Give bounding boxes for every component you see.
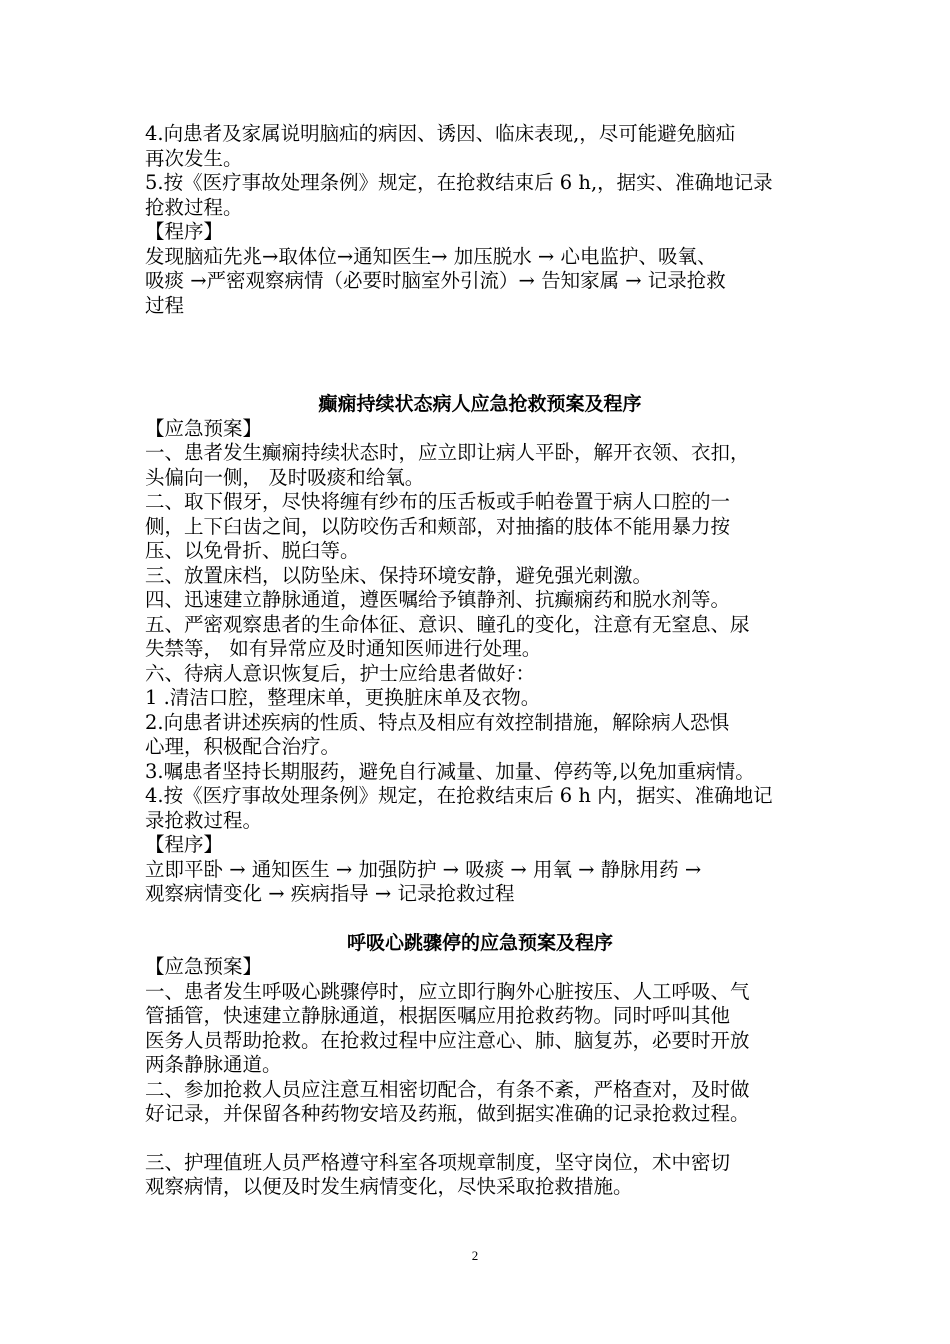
section-title: 呼吸心跳骤停的应急预案及程序 (346, 931, 613, 954)
text-line: 六、待病人意识恢复后，护士应给患者做好： (145, 661, 536, 685)
text-line: 录抢救过程。 (145, 808, 263, 832)
text-line: 二、参加抢救人员应注意互相密切配合，有条不紊，严格查对，及时做 (145, 1077, 750, 1101)
plan-heading: 【应急预案】 (145, 955, 263, 978)
text-line: 好记录，并保留各种药物安培及药瓶，做到据实准确的记录抢救过程。 (145, 1102, 750, 1125)
spacer (145, 318, 815, 392)
text-line: 发现脑疝先兆→取体位→通知医生→ 加压脱水 → 心电监护、吸氧、 (145, 244, 717, 268)
text-line: 观察病情变化 → 疾病指导 → 记录抢救过程 (145, 882, 515, 905)
text-line: 侧，上下臼齿之间，以防咬伤舌和颊部，对抽搐的肢体不能用暴力按 (145, 514, 731, 538)
procedure-heading: 【程序】 (145, 833, 224, 856)
spacer (145, 907, 815, 931)
text-line: 失禁等， 如有异常应及时通知医师进行处理。 (145, 637, 542, 660)
text-line: 心理，积极配合治疗。 (145, 735, 341, 758)
plan-heading: 【应急预案】 (145, 416, 263, 440)
spacer (145, 1127, 815, 1151)
text-line: 压、以免骨折、脱臼等。 (145, 539, 360, 562)
text-line: 医务人员帮助抢救。在抢救过程中应注意心、肺、脑复苏，必要时开放 (145, 1028, 750, 1052)
page-number: 2 (471, 1248, 479, 1263)
text-line: 管插管，快速建立静脉通道，根据医嘱应用抢救药物。同时呼叫其他 (145, 1004, 731, 1027)
document-page (145, 122, 815, 1200)
text-line: 两条静脉通道。 (145, 1053, 282, 1076)
text-line: 再次发生。 (145, 146, 243, 170)
text-line: 1 .清洁口腔，整理床单，更换脏床单及衣物。 (145, 686, 541, 709)
text-line: 二、取下假牙，尽快将缠有纱布的压舌板或手帕卷置于病人口腔的一 (145, 490, 731, 513)
text-line: 四、迅速建立静脉通道，遵医嘱给予镇静剂、抗癫痫药和脱水剂等。 (145, 588, 731, 611)
text-line: 一、患者发生呼吸心跳骤停时，应立即行胸外心脏按压、人工呼吸、气 (145, 979, 750, 1003)
text-line: 三、护理值班人员严格遵守科室各项规章制度，坚守岗位，术中密切 (145, 1150, 731, 1174)
text-line: 观察病情，以便及时发生病情变化，尽快采取抢救措施。 (145, 1175, 633, 1198)
text-line: 立即平卧 → 通知医生 → 加强防护 → 吸痰 → 用氧 → 静脉用药 → (145, 857, 702, 881)
text-line: 过程 (145, 293, 185, 317)
section-cerebral-hernia-continued (145, 122, 815, 318)
text-line: 4.向患者及家属说明脑疝的病因、诱因、临床表现,，尽可能避免脑疝 (145, 122, 736, 145)
text-line: 三、放置床档，以防坠床、保持环境安静，避免强光刺激。 (145, 563, 653, 587)
text-line: 一、患者发生癫痫持续状态时，应立即让病人平卧，解开衣领、衣扣， (145, 441, 750, 464)
text-line: 5.按《医疗事故处理条例》规定，在抢救结束后 6 h,，据实、准确地记录 (145, 171, 773, 194)
procedure-heading: 【程序】 (145, 220, 224, 243)
section-epilepsy (145, 392, 815, 907)
text-line: 2.向患者讲述疾病的性质、特点及相应有效控制措施，解除病人恐惧 (145, 710, 730, 734)
text-line: 4.按《医疗事故处理条例》规定，在抢救结束后 6 h 内，据实、准确地记 (145, 784, 773, 807)
text-line: 五、严密观察患者的生命体征、意识、瞳孔的变化，注意有无窒息、尿 (145, 612, 750, 636)
section-title: 癫痫持续状态病人应急抢救预案及程序 (318, 393, 642, 415)
text-line: 3.嘱患者坚持长期服药，避免自行减量、加量、停药等,以免加重病情。 (145, 759, 755, 783)
text-line: 吸痰 →严密观察病情（必要时脑室外引流）→ 告知家属 → 记录抢救 (145, 269, 726, 292)
text-line: 头偏向一侧， 及时吸痰和给氧。 (145, 465, 425, 489)
section-cardiac-arrest (145, 931, 815, 1200)
text-line: 抢救过程。 (145, 195, 243, 219)
